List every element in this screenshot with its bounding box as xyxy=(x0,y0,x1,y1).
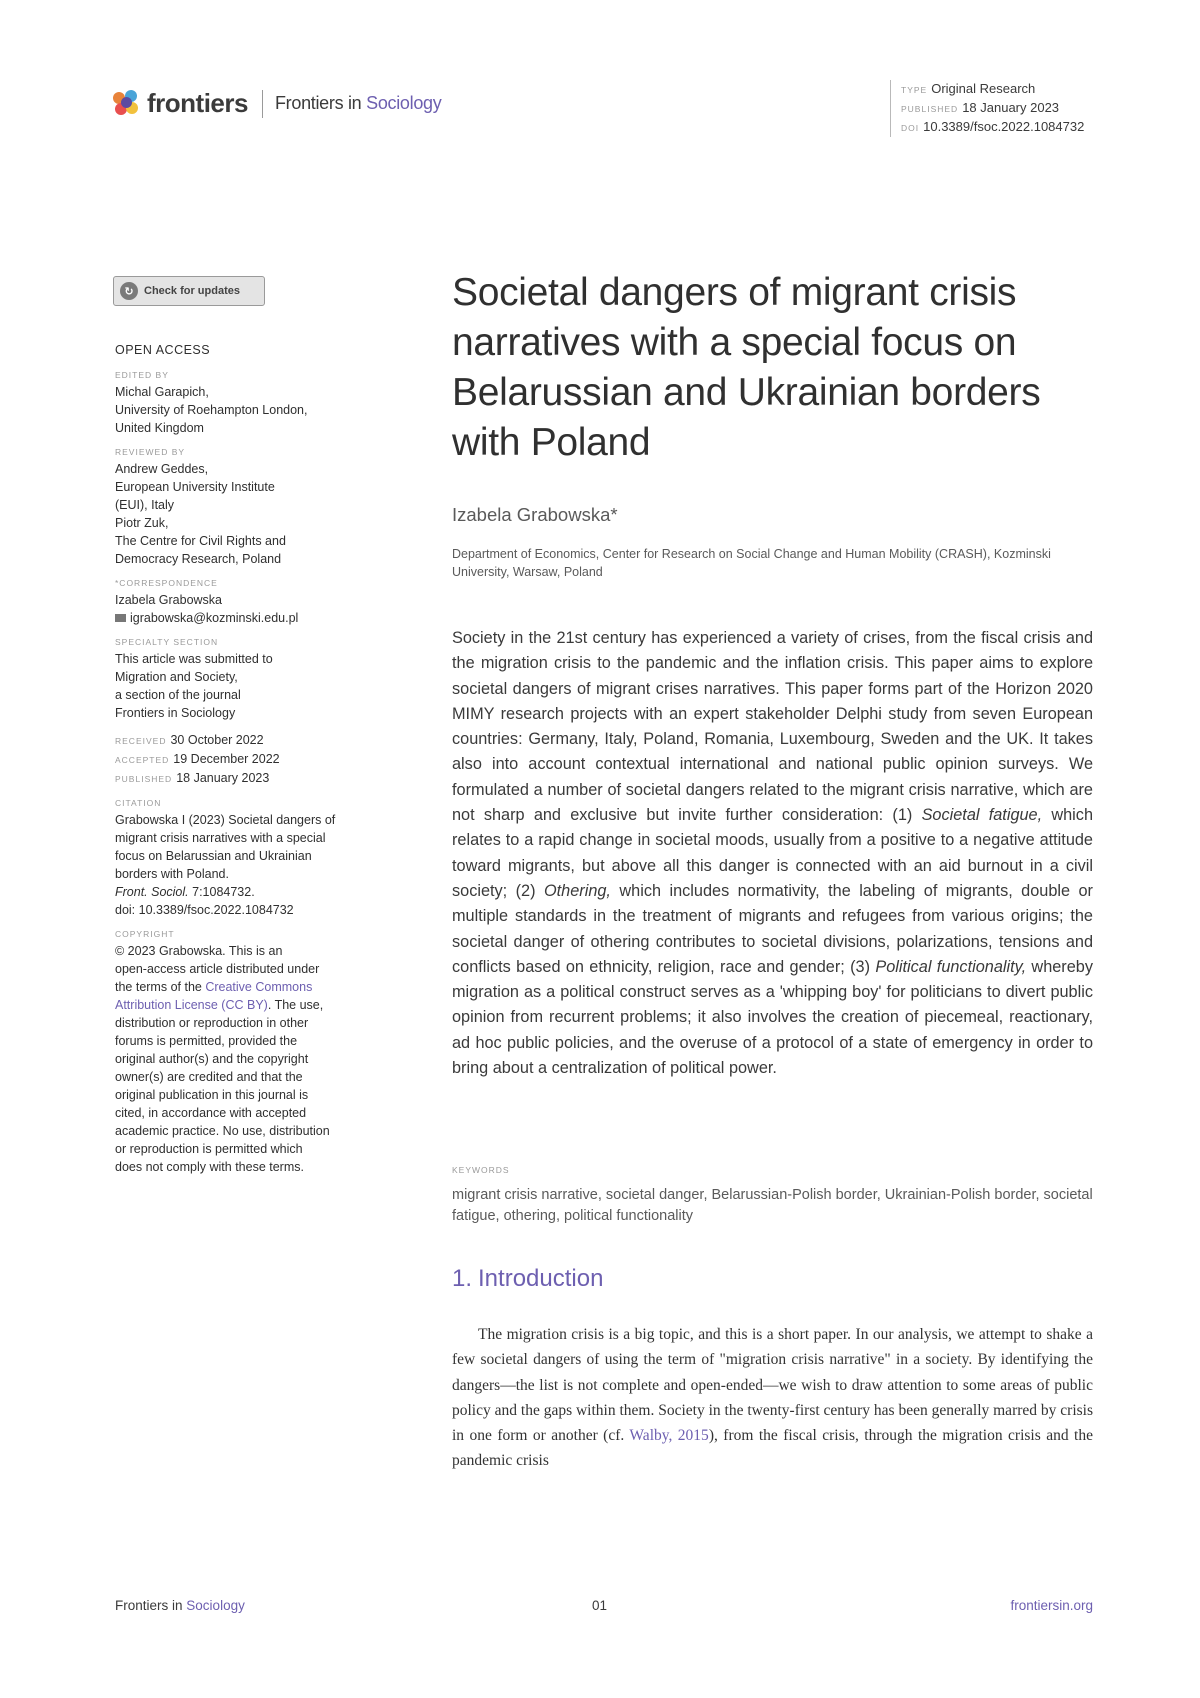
correspondence-section: *CORRESPONDENCE Izabela Grabowska igrabowska@kozminski.edu.pl xyxy=(115,577,375,627)
logo-divider xyxy=(262,90,263,118)
article-type: TYPE Original Research xyxy=(901,81,1036,96)
footer-site-link[interactable]: frontiersin.org xyxy=(1010,1598,1093,1613)
edited-by-section: EDITED BY Michal Garapich, University of Roehampton London, United Kingdom xyxy=(115,370,308,435)
frontiers-logo-icon xyxy=(113,90,141,118)
article-published: PUBLISHED 18 January 2023 xyxy=(901,100,1060,115)
author-affiliation: Department of Economics, Center for Research on Social Change and Human Mobility (CRASH), Kozminski University, Warsaw, Poland xyxy=(452,547,1051,579)
article-doi[interactable]: DOI 10.3389/fsoc.2022.1084732 xyxy=(901,119,1085,134)
article-meta xyxy=(890,80,1084,137)
brand-name: frontiers xyxy=(147,88,248,118)
citation-section: CITATION Grabowska I (2023) Societal dangers of migrant crisis narratives with a special focus on Belarussian and Ukrainian borders with Poland. Front. Sociol. 7:1084732. doi: 10.3389/fsoc.2022.1084732 xyxy=(115,797,375,919)
refresh-icon: ↻ xyxy=(120,282,138,300)
introduction-paragraph: The migration crisis is a big topic, and this is a short paper. In our analysis, we attempt to shake a few societal dangers of using the term of "migration crisis narrative" in a society. By identifying the dangers—the list is not complete and open-ended—we wish to draw attention to some areas of public policy and the gaps within them. Society in the twenty-first century has been generally marred by crisis in one form or another (cf. Walby, 2015), from the fiscal crisis, through the migration crisis and the pandemic crisis xyxy=(452,1326,1093,1470)
open-access-label: OPEN ACCESS xyxy=(115,343,211,357)
correspondence-email-link[interactable]: igrabowska@kozminski.edu.pl xyxy=(115,609,375,627)
cc-license-link[interactable]: Creative Commons xyxy=(205,980,313,994)
footer-journal: Frontiers in Sociology xyxy=(115,1598,245,1613)
section-heading-introduction: 1. Introduction xyxy=(452,1265,604,1292)
article-info-sidebar xyxy=(115,341,375,1185)
article-title: Societal dangers of migrant crisis narratives with a special focus on Belarussian and Ukrainian borders with Poland xyxy=(452,271,1041,464)
journal-name: Frontiers in Sociology xyxy=(274,93,442,113)
citation-link-walby[interactable]: Walby, 2015 xyxy=(629,1427,709,1445)
article-author[interactable]: Izabela Grabowska* xyxy=(452,504,618,525)
abstract: Society in the 21st century has experienced a variety of crises, from the fiscal crisis and the migration crisis to the pandemic and the inflation crisis. This paper aims to explore societal dangers of migrant crises narratives. This paper forms part of the Horizon 2020 MIMY research projects with an expert stakeholder Delphi study from seven European countries: Germany, Italy, Poland, Romania, Luxembourg, Sweden and the UK. It takes also into account contextual international and national public opinion surveys. We formulated a number of societal dangers related to the migrant crisis narrative, which are not sharp and exclusive but invite further consideration: (1) Societal fatigue, which relates to a rapid change in societal moods, usually from a positive to a negative attitude toward migrants, but above all this danger is connected with an aid burnout in a civil society; (2) Othering, which includes normativity, the labeling of migrants, double or multiple standards in the treatment of migrants and refugees from various origins; the societal danger of othering contributes to societal divisions, polarizations, tensions and conflicts based on ethnicity, religion, race and gender; (3) Political functionality, whereby migration as a political construct serves as a 'whipping boy' for politicians to divert public opinion from recurrent problems; it also involves the creation of piecemeal, reactionary, ad hoc public policies, and the overuse of a protocol of a state of emergency in order to bring about a centralization of political power. xyxy=(452,629,1093,1078)
keywords: migrant crisis narrative, societal danger, Belarussian-Polish border, Ukrainian-Polish border, societal fatigue, othering, political functionality xyxy=(452,1187,1093,1224)
reviewed-by-section: REVIEWED BY Andrew Geddes, European University Institute (EUI), Italy Piotr Zuk, The Centre for Civil Rights and Democracy Research, Poland xyxy=(115,447,286,566)
specialty-section: SPECIALTY SECTION This article was submitted to Migration and Society, a section of the journal Frontiers in Sociology xyxy=(115,637,273,720)
cc-license-link-cont[interactable]: Attribution License (CC BY) xyxy=(115,998,268,1012)
dates-section: RECEIVED 30 October 2022 ACCEPTED 19 December 2022 PUBLISHED 18 January 2023 xyxy=(115,733,280,785)
check-for-updates-button[interactable] xyxy=(113,276,265,306)
citation-doi[interactable]: doi: 10.3389/fsoc.2022.1084732 xyxy=(115,903,294,917)
copyright-section: COPYRIGHT © 2023 Grabowska. This is an open-access article distributed under the terms of the Creative Commons Attribution License (CC BY). The use, distribution or reproduction in other forums is permitted, provided the original author(s) and the copyright owner(s) are credited and that the original publication in this journal is cited, in accordance with accepted academic practice. No use, distribution or reproduction is permitted which does not comply with these terms. xyxy=(115,929,330,1174)
page-number: 01 xyxy=(592,1598,608,1613)
keywords-label: KEYWORDS xyxy=(452,1165,510,1175)
check-for-updates-label: Check for updates xyxy=(144,285,240,297)
email-icon xyxy=(115,614,126,622)
frontiers-logo xyxy=(113,88,441,119)
